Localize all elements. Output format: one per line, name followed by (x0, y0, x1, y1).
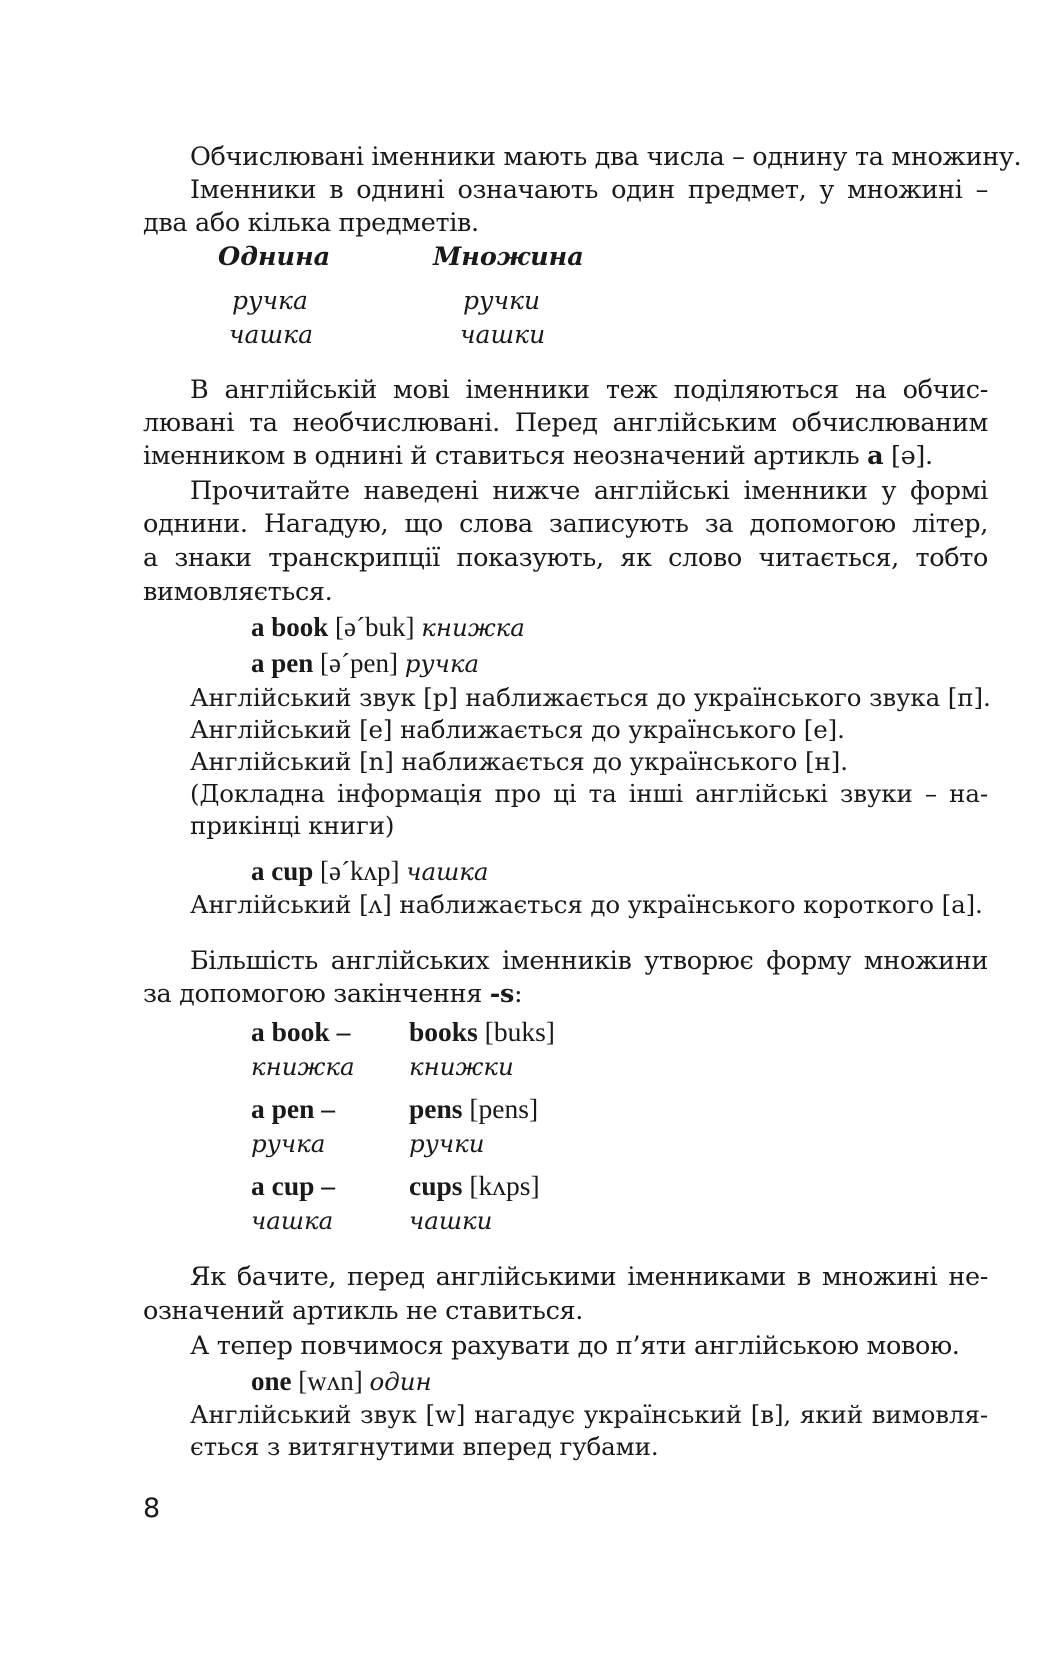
read-line-4: вимовляється. (143, 577, 333, 607)
plural-pl-word: cups [kʌps] (409, 1170, 540, 1201)
note-pen-5: прикінці книги) (190, 811, 395, 840)
note-pen-1: Англійський звук [p] наближається до українського звука [п]. (190, 683, 991, 712)
note-pen-4: (Докладна інформація про ці та інші англійські звуки – на- (190, 779, 988, 808)
read-line-1: Прочитайте наведені нижче англійські іменники у формі (190, 476, 988, 506)
example-book: a book [əˊbuk] книжка (251, 612, 525, 642)
article-line-3: іменником в однині й ставиться неозначений артикль a [ə]. (143, 441, 933, 471)
plural-pl-meaning: чашки (409, 1206, 493, 1235)
read-line-2: однини. Нагадую, що слова записують за допомогою літер, (143, 509, 988, 539)
example-cup: a cup [əˊkʌp] чашка (251, 856, 489, 886)
noart-line-2: означений артикль не ставиться. (143, 1296, 584, 1326)
note-cup: Англійський [ʌ] наближається до українського короткого [а]. (190, 890, 983, 919)
plural-suffix: -s (489, 979, 515, 1009)
plural-pl-word: books [buks] (409, 1016, 555, 1047)
plural-sg-word: a book – (251, 1016, 351, 1047)
plural-line-1: Більшість англійських іменників утворює форму множини (190, 946, 988, 976)
table-cell-plural: ручки (463, 286, 541, 315)
intro-line-2: Іменники в однині означають один предмет, у множині – (190, 175, 988, 205)
article-a: a (867, 441, 884, 471)
example-pen: a pen [əˊpen] ручка (251, 648, 480, 678)
plural-line-2: за допомогою закінчення -s: (143, 979, 523, 1009)
plural-pl-word: pens [pens] (409, 1093, 539, 1124)
table-cell-plural: чашки (460, 320, 546, 349)
plural-sg-word: a pen – (251, 1093, 336, 1124)
page-number: 8 (143, 1493, 161, 1524)
note-w-2: ється з витягнутими вперед губами. (190, 1432, 659, 1461)
example-one: one [wʌn] один (251, 1366, 432, 1396)
intro-line-1: Обчислювані іменники мають два числа – однину та множину. (190, 142, 1022, 172)
note-w-1: Англійський звук [w] нагадує український [в], який вимовля- (190, 1400, 988, 1429)
note-pen-2: Англійський [e] наближається до українського [е]. (190, 715, 845, 744)
plural-sg-meaning: чашка (251, 1206, 334, 1235)
table-cell-singular: ручка (232, 286, 308, 315)
plural-pl-meaning: книжки (409, 1052, 514, 1081)
plural-sg-word: a cup – (251, 1170, 336, 1201)
article-line-1: В англійській мові іменники теж поділяються на обчис- (190, 375, 988, 405)
table-cell-singular: чашка (229, 320, 313, 349)
plural-sg-meaning: книжка (251, 1052, 355, 1081)
intro-line-3: два або кілька предметів. (143, 208, 479, 238)
table-header-plural: Множина (433, 242, 584, 272)
plural-sg-meaning: ручка (251, 1129, 326, 1158)
article-line-2: лювані та необчислювані. Перед англійським обчислюваним (143, 408, 988, 438)
count-line: А тепер повчимося рахувати до п’яти англійською мовою. (190, 1331, 960, 1361)
note-pen-3: Англійський [n] наближається до українського [н]. (190, 747, 848, 776)
read-line-3: а знаки транскрипції показують, як слово читається, тобто (143, 543, 988, 573)
table-header-singular: Однина (218, 242, 331, 272)
plural-pl-meaning: ручки (409, 1129, 485, 1158)
noart-line-1: Як бачите, перед англійськими іменниками в множині не- (190, 1262, 988, 1292)
